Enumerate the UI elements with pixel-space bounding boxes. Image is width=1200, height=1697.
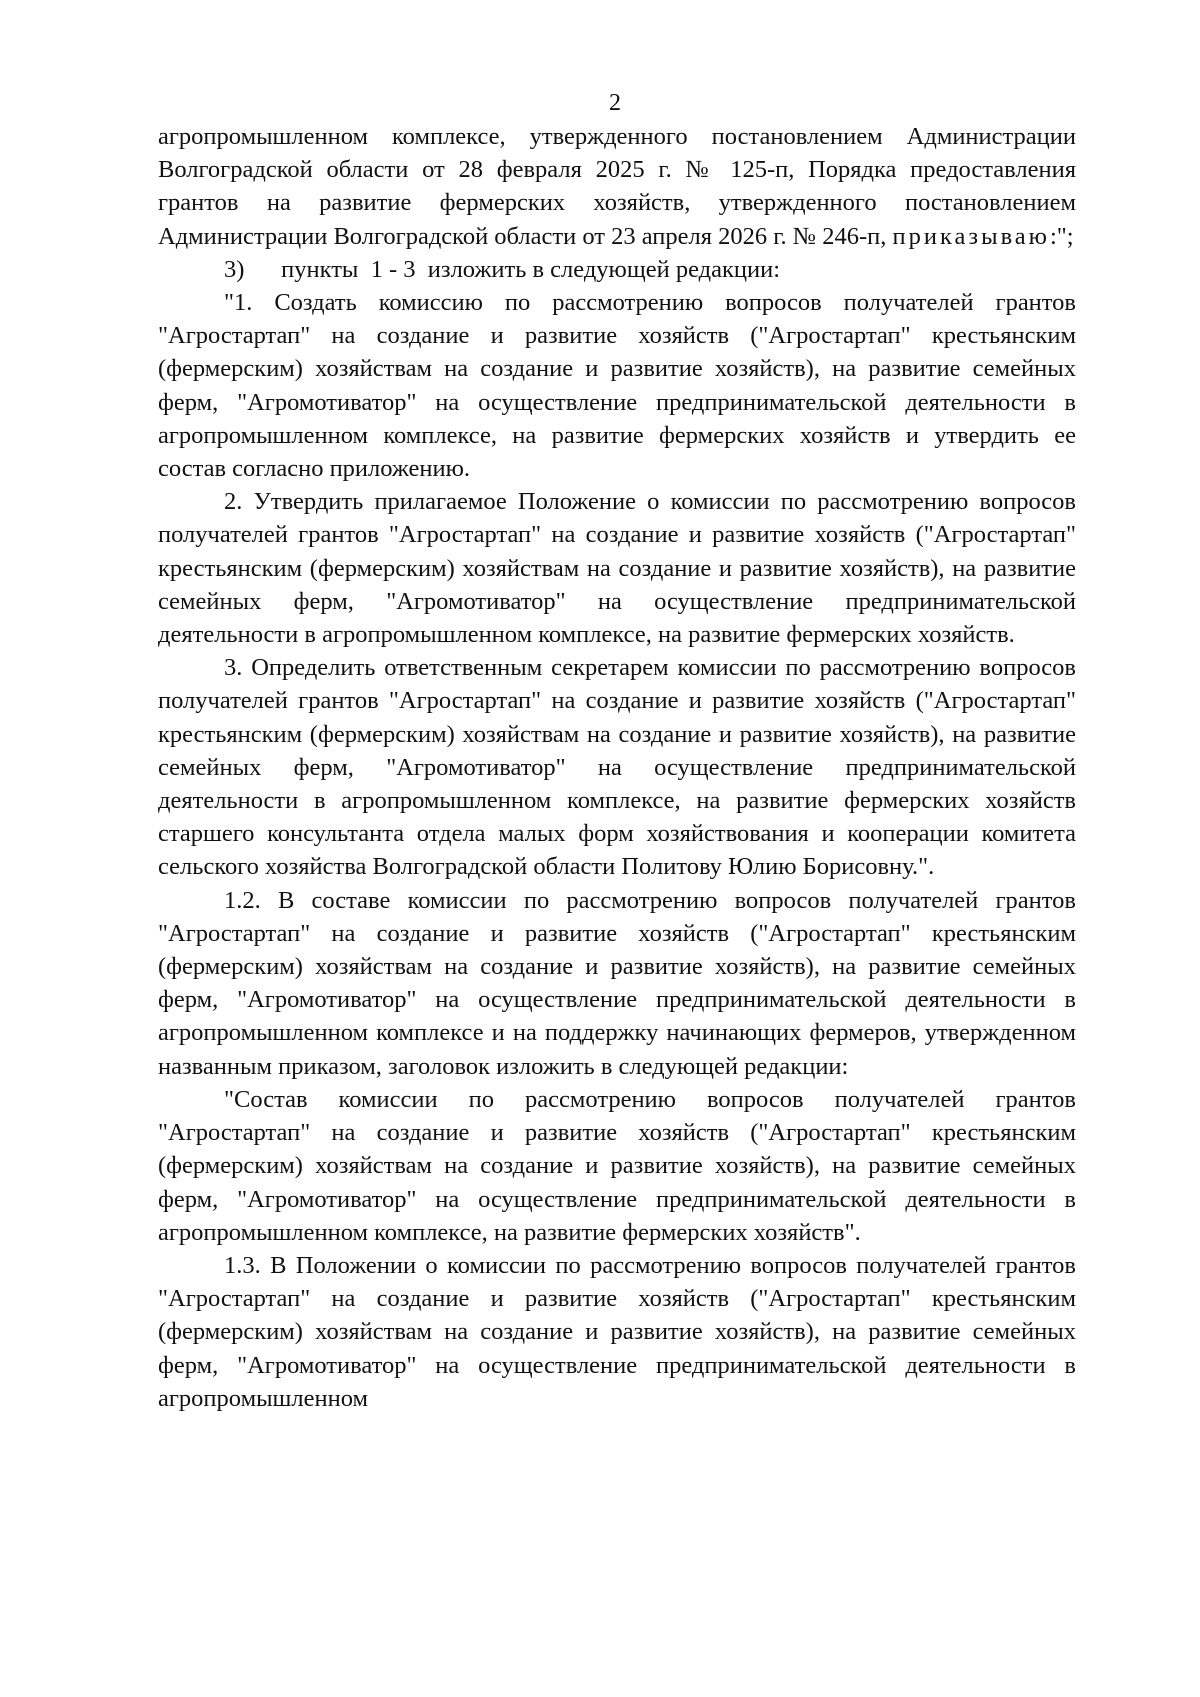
- paragraph-1-3: 1.3. В Положении о комиссии по рассмотрению вопросов получателей грантов "Агростартап" на создание и развитие хозяйств ("Агростартап" крестьянским (фермерским) хозяйствам на создание и развитие хозяйств), на развитие семейных ферм, "Агромотиватор" на осуществление предпринимательской деятельности в агропромышленном: [158, 1251, 1076, 1412]
- paragraph-commission-title: "Состав комиссии по рассмотрению вопросов получателей грантов "Агростартап" на создание и развитие хозяйств ("Агростартап" крестьянским (фермерским) хозяйствам на создание и развитие хозяйств), на развитие семейных ферм, "Агромотиватор" на осуществление предпринимательской деятельности в агропромышленном комплексе, на развитие фермерских хозяйств".: [158, 1085, 1076, 1246]
- paragraph-1-2: 1.2. В составе комиссии по рассмотрению вопросов получателей грантов "Агростартап" на создание и развитие хозяйств ("Агростартап" крестьянским (фермерским) хозяйствам на создание и развитие хозяйств), на развитие семейных ферм, "Агромотиватор" на осуществление предпринимательской деятельности в агропромышленном комплексе и на поддержку начинающих фермеров, утвержденном названным приказом, заголовок изложить в следующей редакции:: [158, 886, 1076, 1080]
- document-body: [158, 120, 1076, 1415]
- order-word: приказываю: [892, 222, 1050, 250]
- paragraph-preamble: [158, 120, 1076, 253]
- page-number: 2: [609, 90, 621, 116]
- paragraph-point-2: 2. Утвердить прилагаемое Положение о комиссии по рассмотрению вопросов получателей грантов "Агростартап" на создание и развитие хозяйств ("Агростартап" крестьянским (фермерским) хозяйствам на создание и развитие хозяйств), на развитие семейных ферм, "Агромотиватор" на осуществление предпринимательской деятельности в агропромышленном комплексе, на развитие фермерских хозяйств.: [158, 488, 1076, 649]
- preamble-end: :";: [1050, 222, 1074, 250]
- paragraph-point-1: "1. Создать комиссию по рассмотрению вопросов получателей грантов "Агростартап" на создание и развитие хозяйств ("Агростартап" крестьянским (фермерским) хозяйствам на создание и развитие хозяйств), на развитие семейных ферм, "Агромотиватор" на осуществление предпринимательской деятельности в агропромышленном комплексе, на развитие фермерских хозяйств и утвердить ее состав согласно приложению.: [158, 289, 1076, 483]
- preamble-text: агропромышленном комплексе, утвержденного постановлением Администрации Волгоградской области от 28 февраля 2025 г. № 125-п, Порядка предоставления грантов на развитие фермерских хозяйств, утвержденного постановлением Администрации Волгоградской области от 23 апреля 2026 г. № 246-п,: [158, 123, 1076, 250]
- paragraph-item-3: 3) пункты 1 - 3 изложить в следующей редакции:: [224, 255, 781, 283]
- paragraph-point-3: 3. Определить ответственным секретарем комиссии по рассмотрению вопросов получателей грантов "Агростартап" на создание и развитие хозяйств ("Агростартап" крестьянским (фермерским) хозяйствам на создание и развитие хозяйств), на развитие семейных ферм, "Агромотиватор" на осуществление предпринимательской деятельности в агропромышленном комплексе, на развитие фермерских хозяйств старшего консультанта отдела малых форм хозяйствования и кооперации комитета сельского хозяйства Волгоградской области Политову Юлию Борисовну.".: [158, 654, 1076, 881]
